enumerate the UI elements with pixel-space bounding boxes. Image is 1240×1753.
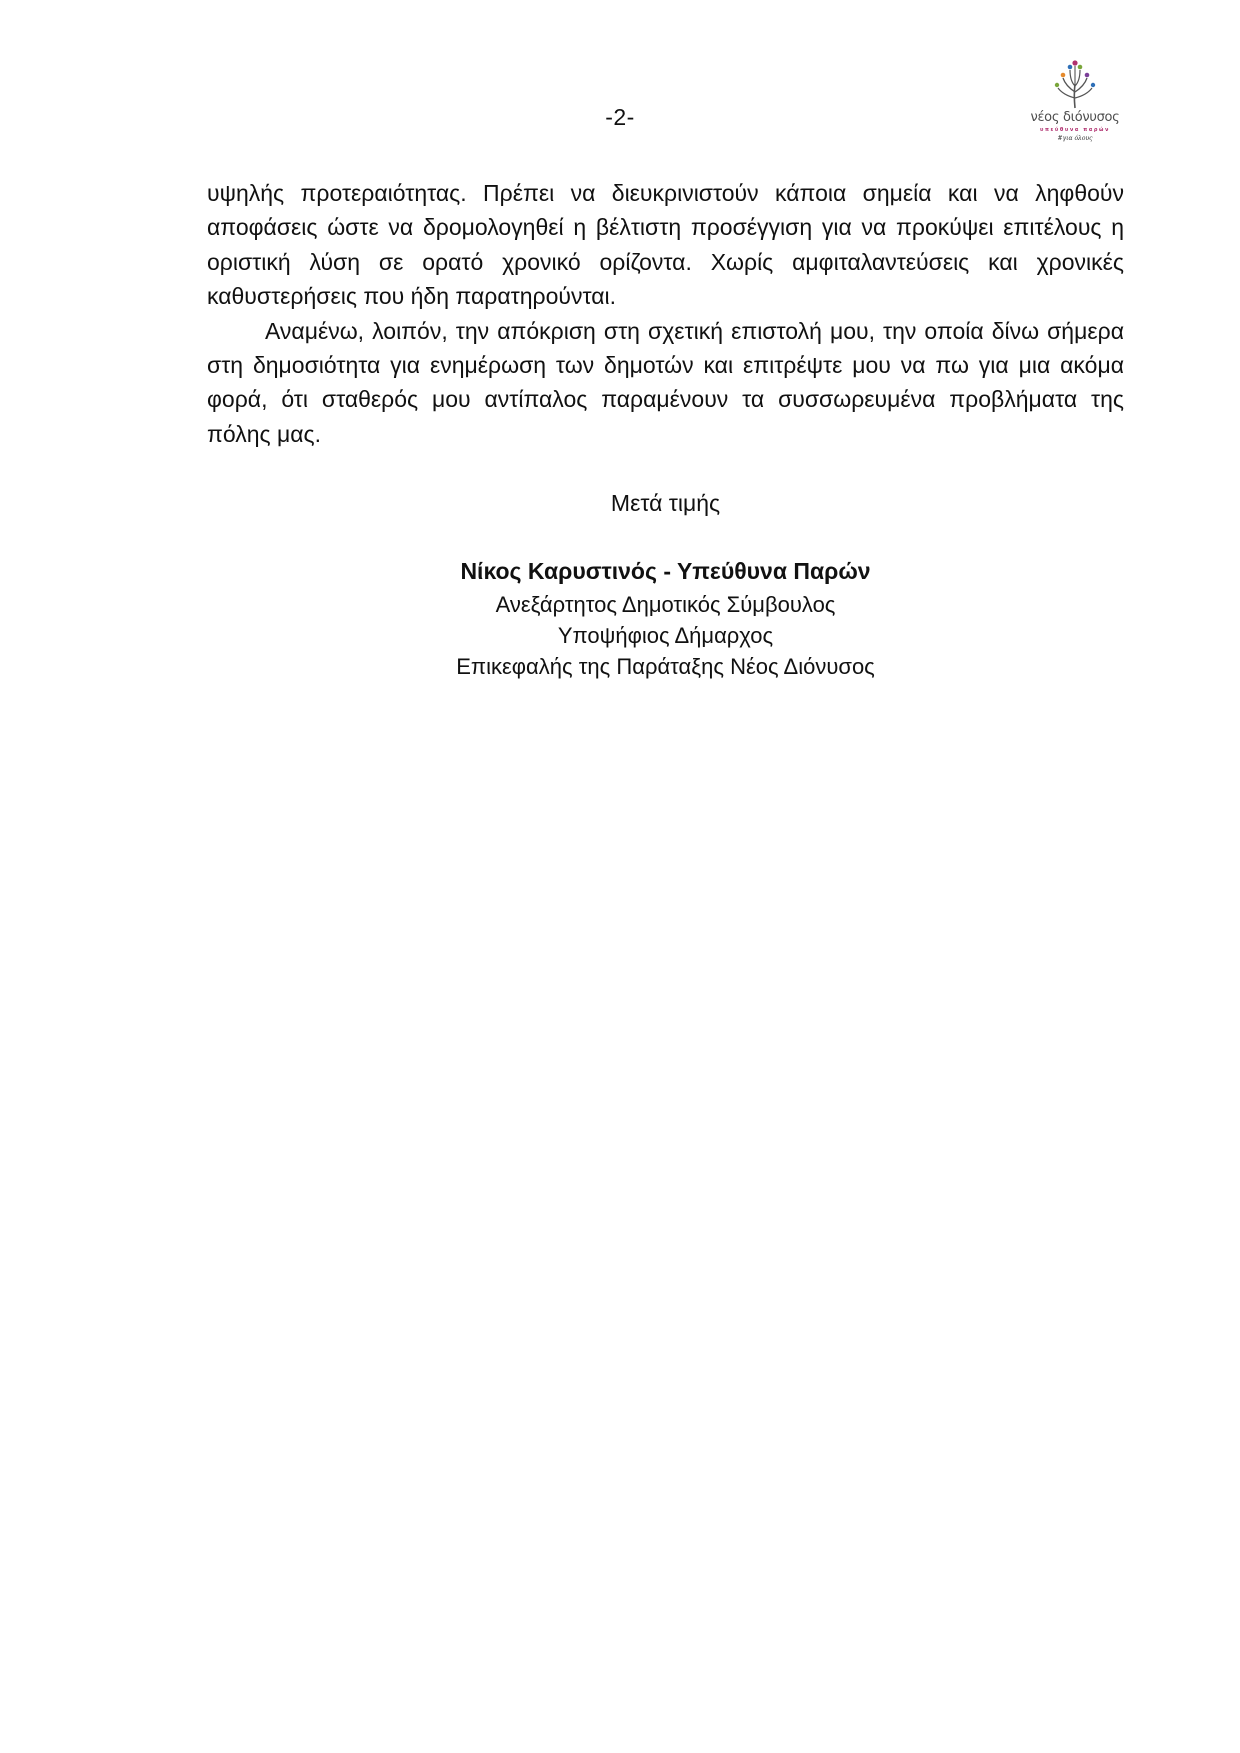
paragraph: Αναμένω, λοιπόν, την απόκριση στη σχετική επιστολή μου, την οποία δίνω σήμερα στη δημοσιότητα για ενημέρωση των δημοτών και επιτρέψτε μου να πω για μια ακόμα φορά, ότι σταθερός μου αντίπαλος παραμένουν τα συσσωρευμένα προβλήματα της πόλης μας. <box>207 317 1124 447</box>
signatory-name: Νίκος Καρυστινός - Υπεύθυνα Παρών <box>460 558 871 584</box>
logo-name: νέος διόνυσος <box>1030 110 1120 125</box>
tree-of-people-logo-icon <box>1053 58 1097 110</box>
logo-tagline: #για όλους <box>1057 135 1093 142</box>
letter-body <box>207 176 1124 451</box>
party-logo <box>1020 58 1130 158</box>
closing-salutation: Μετά τιμής <box>610 490 721 516</box>
signatory-title: Ανεξάρτητος Δημοτικός Σύμβουλος <box>495 592 836 617</box>
signature-block <box>0 556 1240 682</box>
logo-subtitle: υπεύθυνα παρών <box>1039 127 1110 133</box>
paragraph: υψηλής προτεραιότητας. Πρέπει να διευκρινιστούν κάποια σημεία και να ληφθούν αποφάσεις ώστε να δρομολογηθεί η βέλτιστη προσέγγιση για να προκύψει επιτέλους η οριστική λύση σε ορατό χρονικό ορίζοντα. Χωρίς αμφιταλαντεύσεις και χρονικές καθυστερήσεις που ήδη παρατηρούνται. <box>207 180 1124 310</box>
signatory-title: Υποψήφιος Δήμαρχος <box>557 623 774 648</box>
signatory-title: Επικεφαλής της Παράταξης Νέος Διόνυσος <box>456 654 875 679</box>
page-number: -2- <box>605 104 635 130</box>
